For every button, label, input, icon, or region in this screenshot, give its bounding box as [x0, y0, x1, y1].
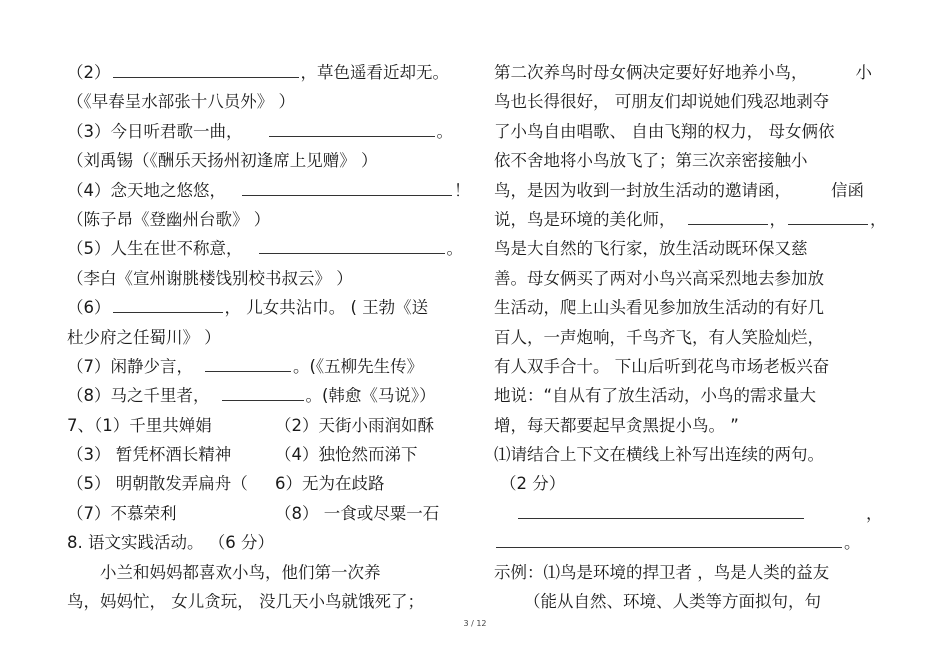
passage-line: 了小鸟自由唱歌、 自由飞翔的权力， 母女俩依: [494, 121, 835, 141]
page-number: 3 / 12: [463, 619, 487, 628]
passage-line: 鸟是大自然的飞行家，放生活动既环保又慈: [494, 239, 808, 259]
passage-line: 鸟也长得很好， 可朋友们却说她们残忍地剥夺: [494, 92, 830, 112]
answer-blank: [496, 531, 842, 548]
answer-blank: [259, 237, 445, 254]
passage-line: 第二次养鸟时母女俩决定要好好地养小鸟， 小: [494, 63, 872, 82]
answer-7-row-4: （7）不慕荣利 （8） 一食或尽粟一石: [67, 503, 440, 523]
poem-item-3: （3）今日听君歌一曲， 。: [67, 121, 453, 141]
answer-blank: [205, 355, 291, 372]
passage-line: 鸟，是因为收到一封放生活动的邀请函， 信函: [494, 180, 864, 200]
example-answer: 示例：⑴鸟是环境的捍卫者 ，鸟是人类的益友: [494, 562, 830, 582]
left-column: [67, 58, 471, 616]
passage-line: 依不舍地将小鸟放飞了；第三次亲密接触小: [494, 151, 808, 171]
question-score: （2 分）: [500, 474, 566, 494]
answer-blank: [788, 208, 868, 225]
passage-blank-line: 说，鸟是环境的美化师， ， ，: [494, 209, 887, 229]
passage-line: 增，每天都要起早贪黑捉小鸟。 ”: [494, 415, 739, 435]
poem-source-6: 杜少府之任蜀川》 ）: [67, 327, 221, 347]
poem-item-8: （8）马之千里者， 。(韩愈《马说》）: [67, 386, 436, 406]
poem-item-6: （6） ， 儿女共沾巾。 ( 王勃《送: [67, 298, 429, 318]
answer-blank: [242, 179, 452, 196]
poem-source-5: （李白《宣州谢朓楼饯别校书叔云》 ）: [67, 268, 353, 288]
answer-7-row-1: 7、（1）千里共婵娟 （2）天街小雨润如酥: [67, 415, 434, 435]
poem-item-7: （7）闲静少言， 。(《五柳先生传》: [67, 356, 424, 376]
poem-item-2: （2） ，草色遥看近却无。: [67, 63, 449, 82]
poem-source-4: （陈子昂《登幽州台歌》 ）: [67, 209, 271, 229]
poem-item-5: （5）人生在世不称意， 。: [67, 239, 463, 259]
passage-line: 鸟，妈妈忙， 女儿贪玩， 没几天小鸟就饿死了；: [67, 592, 424, 612]
answer-line-2: 。: [494, 528, 894, 557]
passage-line: 小兰和妈妈都喜欢小鸟，他们第一次养: [100, 562, 381, 582]
passage-line: 生活动，爬上山头看见参加放生活动的有好几: [494, 298, 824, 318]
question-instruction: ⑴请结合上下文在横线上补写出连续的两句。: [494, 445, 824, 465]
example-note: （能从自然、环境、人类等方面拟句，句: [524, 592, 821, 612]
answer-blank: [113, 61, 299, 78]
poem-source-2: （《早春呈水部张十八员外》 ）: [67, 92, 295, 112]
answer-blank: [688, 208, 768, 225]
question-8-heading: 8. 语文实践活动。 （6 分）: [67, 533, 274, 553]
answer-blank: [269, 120, 435, 137]
answer-blank: [222, 384, 304, 401]
passage-line: 百人，一声炮响，千鸟齐飞，有人笑脸灿烂，: [494, 327, 824, 347]
passage-line: 地说：“自从有了放生活动，小鸟的需求量大: [494, 386, 817, 406]
poem-source-3: （刘禹锡（《酬乐天扬州初逢席上见赠》 ）: [67, 151, 378, 171]
poem-item-4: （4）念天地之悠悠， ！: [67, 180, 471, 200]
passage-line: 善。母女俩买了两对小鸟兴高采烈地去参加放: [494, 268, 824, 288]
answer-blank: [518, 502, 804, 519]
passage-line: 有人双手合十。 下山后听到花鸟市场老板兴奋: [494, 356, 830, 376]
answer-blank: [113, 296, 223, 313]
answer-7-row-2: （3） 暂凭杯酒长精神 （4）独怆然而涕下: [67, 445, 418, 465]
right-column: [494, 58, 894, 616]
answer-line-1: ，: [494, 499, 894, 528]
answer-7-row-3: （5） 明朝散发弄扁舟（ 6）无为在歧路: [67, 474, 385, 494]
